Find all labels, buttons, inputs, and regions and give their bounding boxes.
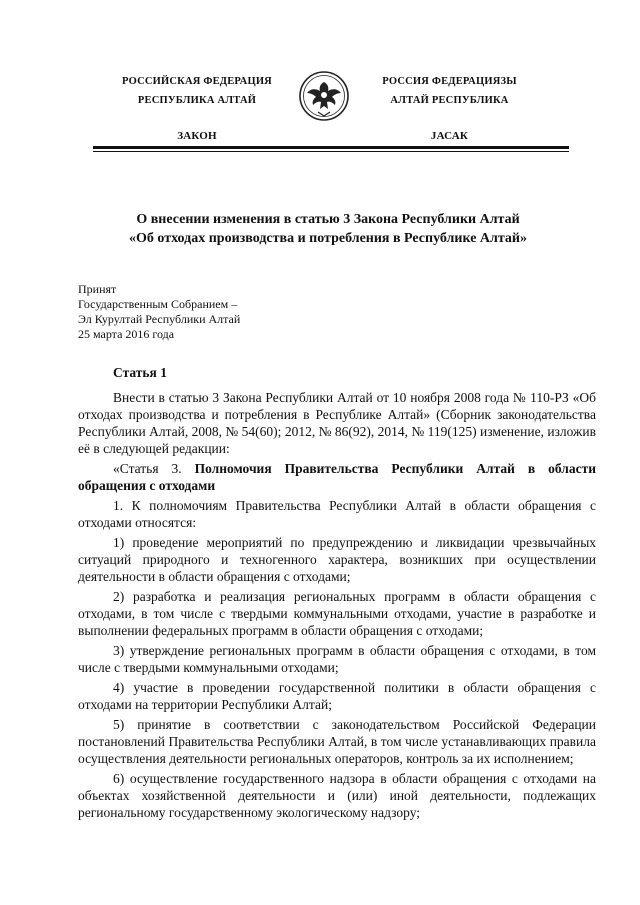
quoted-article-heading bbox=[78, 460, 596, 494]
list-item bbox=[78, 770, 596, 821]
list-item-number: 6) bbox=[113, 771, 125, 786]
header-left-law: ЗАКОН bbox=[177, 130, 217, 142]
adoption-block bbox=[78, 282, 240, 342]
law-title bbox=[80, 210, 576, 248]
header-left-republic: РЕСПУБЛИКА АЛТАЙ bbox=[137, 95, 257, 106]
header-rule-thin bbox=[93, 151, 569, 152]
list-item bbox=[78, 642, 596, 676]
list-item-number: 2) bbox=[113, 589, 125, 604]
adoption-line1: Принят bbox=[78, 282, 117, 296]
law-title-line1: О внесении изменения в статью 3 Закона Республики Алтай bbox=[136, 212, 520, 227]
quoted-article-prefix: «Статья 3. bbox=[113, 461, 195, 476]
adoption-line3: Эл Курултай Республики Алтай bbox=[78, 312, 241, 326]
list-item-text: проведение мероприятий по предупреждению и ликвидации чрезвычайных ситуаций природного и техногенного характера, возникших при осуществлении деятельности в области обращения с отходами; bbox=[78, 535, 597, 584]
list-item-text: осуществление государственного надзора в области обращения с отходами на объектах хозяйственной деятельности и (или) иной деятельности, подлежащих региональному государственному экологическому надзору; bbox=[78, 771, 597, 820]
list-item-number: 4) bbox=[113, 680, 125, 695]
header-left-country: РОССИЙСКАЯ ФЕДЕРАЦИЯ bbox=[122, 76, 272, 87]
list-item bbox=[78, 588, 596, 639]
list-item bbox=[78, 534, 596, 585]
adoption-line2: Государственным Собранием – bbox=[78, 297, 238, 311]
header-right-law: JАСАК bbox=[430, 130, 469, 142]
header-right-country: РОССИЯ ФЕДЕРАЦИЯЗЫ bbox=[382, 76, 517, 87]
law-body bbox=[78, 364, 596, 824]
list-item-text: разработка и реализация региональных программ в области обращения с отходами, в том числе с твердыми коммунальными отходами, участие в разработке и выполнении федеральных программ в области обращения с отходами; bbox=[78, 589, 596, 638]
list-item-text: участие в проведении государственной политики в области обращения с отходами на территории Республики Алтай; bbox=[78, 680, 597, 712]
adoption-date: 25 марта 2016 года bbox=[78, 327, 175, 341]
header-rule-thick bbox=[93, 146, 569, 149]
article-heading: Статья 1 bbox=[113, 365, 167, 380]
point-1: 1. К полномочиям Правительства Республики Алтай в области обращения с отходами относятся: bbox=[78, 498, 596, 530]
header-right-republic: АЛТАЙ РЕСПУБЛИКА bbox=[390, 95, 509, 106]
header-left bbox=[112, 72, 282, 146]
law-title-line2: «Об отходах производства и потребления в Республике Алтай» bbox=[129, 231, 527, 246]
list-item-number: 3) bbox=[113, 643, 125, 658]
quoted-article-title: Полномочия Правительства Республики Алтай в области обращения с отходами bbox=[78, 461, 596, 493]
list-item bbox=[78, 716, 596, 767]
list-item-number: 1) bbox=[113, 535, 125, 550]
coat-of-arms-emblem-icon bbox=[298, 70, 350, 122]
header-right bbox=[362, 72, 537, 146]
list-item bbox=[78, 679, 596, 713]
list-item-number: 5) bbox=[113, 717, 125, 732]
article-intro: Внести в статью 3 Закона Республики Алтай от 10 ноября 2008 года № 110-РЗ «Об отходах производства и потребления в Республике Алтай» (Сборник законодательства Республики Алтай, 2008, № 54(60); 2012, № 86(92), 2014, № 119(125) изменение, изложив её в следующей редакции: bbox=[78, 390, 596, 456]
list-item-text: принятие в соответствии с законодательством Российской Федерации постановлений Правительства Республики Алтай, в том числе устанавливающих правила осуществления деятельности региональных операторов, контроль за их исполнением; bbox=[78, 717, 597, 766]
list-item-text: утверждение региональных программ в области обращения с отходами, в том числе с твердыми коммунальными отходами; bbox=[78, 643, 597, 675]
